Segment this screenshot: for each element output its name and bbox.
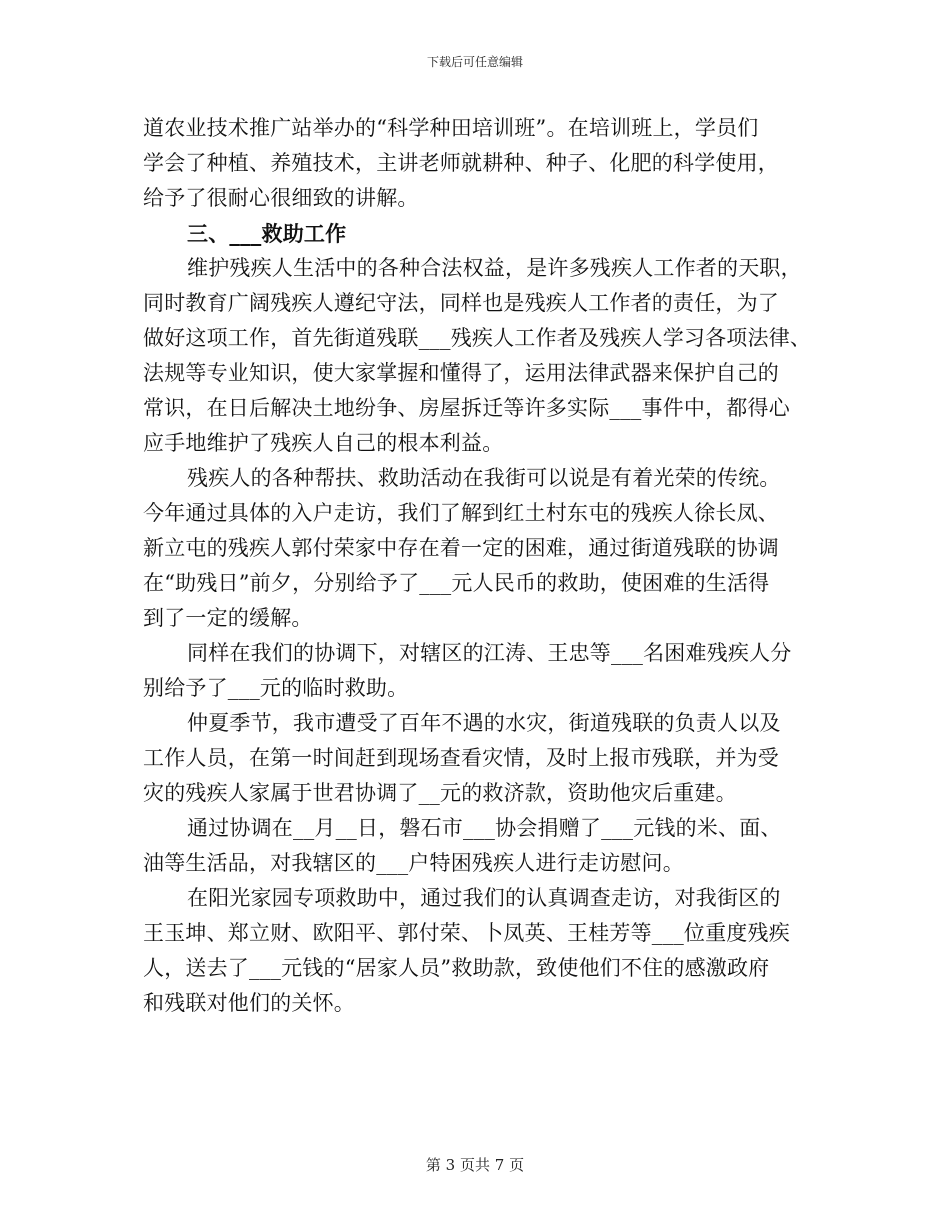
text-line: 工作人员，在第一时间赶到现场查看灾情，及时上报市残联，并为受 — [143, 746, 779, 770]
section-heading: 三、___救助工作 — [187, 221, 347, 246]
text-line: 法规等专业知识，使大家掌握和懂得了，运用法律武器来保护自己的 — [143, 361, 779, 385]
paragraph-start: 通过协调在__月__日，磐石市___协会捐赠了___元钱的米、面、 — [187, 816, 782, 840]
text-line: 常识，在日后解决土地纷争、房屋拆迁等许多实际___事件中，都得心 — [143, 396, 790, 420]
paragraph-start: 维护残疾人生活中的各种合法权益，是许多残疾人工作者的天职， — [187, 256, 802, 280]
text-line: 在“助残日”前夕，分别给予了___元人民币的救助，使困难的生活得 — [143, 571, 770, 595]
paragraph-start: 仲夏季节，我市遭受了百年不遇的水灾，街道残联的负责人以及 — [187, 711, 781, 735]
text-line: 新立屯的残疾人郭付荣家中存在着一定的困难，通过街道残联的协调 — [143, 536, 779, 560]
text-line: 应手地维护了残疾人自己的根本利益。 — [143, 431, 504, 455]
page-header: 下载后可任意编辑 — [426, 55, 523, 69]
paragraph-start: 同样在我们的协调下，对辖区的江涛、王忠等___名困难残疾人分 — [187, 641, 792, 665]
text-line: 王玉坤、郑立财、欧阳平、郭付荣、卜凤英、王桂芳等___位重度残疾 — [143, 921, 790, 945]
text-line: 灾的残疾人家属于世君协调了__元的救济款，资助他灾后重建。 — [143, 781, 737, 805]
paragraph-start: 在阳光家园专项救助中，通过我们的认真调查走访，对我街区的 — [187, 886, 781, 910]
text-line: 油等生活品，对我辖区的___户特困残疾人进行走访慰问。 — [143, 851, 684, 875]
text-line: 人，送去了___元钱的“居家人员”救助款，致使他们不住的感激政府 — [143, 956, 770, 980]
text-line: 学会了种植、养殖技术，主讲老师就耕种、种子、化肥的科学使用， — [143, 151, 779, 175]
text-line: 同时教育广阔残疾人遵纪守法，同样也是残疾人工作者的责任，为了 — [143, 291, 779, 315]
text-line: 今年通过具体的入户走访，我们了解到红土村东屯的残疾人徐长凤、 — [143, 501, 779, 525]
text-line: 做好这项工作，首先街道残联___残疾人工作者及残疾人学习各项法律、 — [143, 326, 812, 350]
text-line: 给予了很耐心很细致的讲解。 — [143, 186, 419, 210]
document-body — [143, 111, 813, 1021]
text-line: 和残联对他们的关怀。 — [143, 991, 355, 1015]
text-line: 到了一定的缓解。 — [143, 606, 313, 630]
paragraph-start: 残疾人的各种帮扶、救助活动在我街可以说是有着光荣的传统。 — [187, 466, 781, 490]
text-line: 道农业技术推广站举办的“科学种田培训班”。在培训班上，学员们 — [143, 116, 759, 140]
page-number: 第 3 页共 7 页 — [425, 1156, 525, 1174]
text-line: 别给予了___元的临时救助。 — [143, 676, 409, 700]
